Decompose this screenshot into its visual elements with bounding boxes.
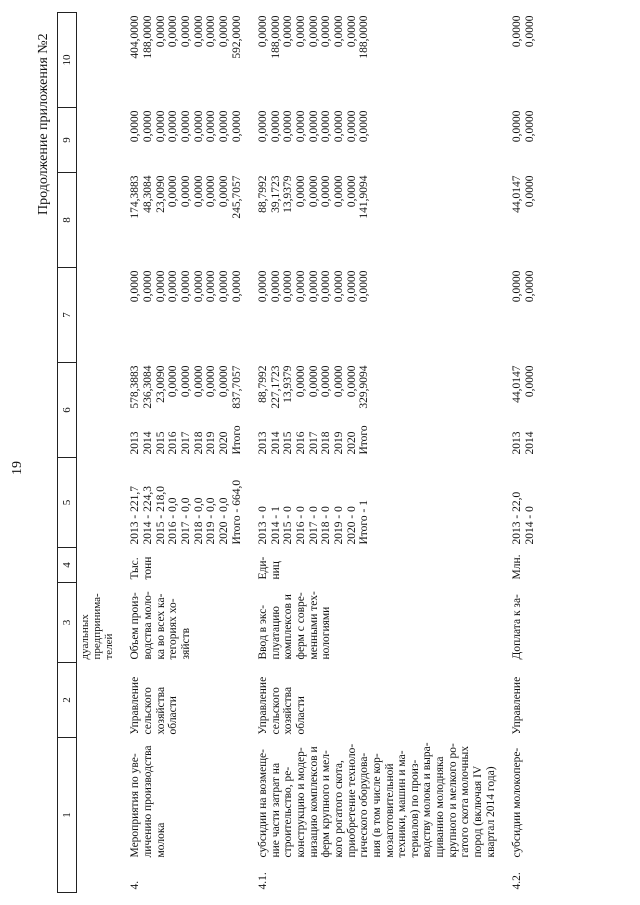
local-budget-line: 0,0000 (179, 110, 192, 143)
federal-budget-line: 0,0000 (154, 270, 167, 303)
measure-name-line: квартал 2014 года) (484, 766, 497, 858)
continuation-line: телей (103, 633, 116, 660)
extra-budget-line: 0,0000 (511, 15, 524, 48)
cell-federal-budget (245, 268, 499, 363)
total-funding (257, 366, 371, 409)
extra-budget-line: 188,0000 (142, 15, 155, 59)
measure-name-line: гатого скота молочных (459, 745, 472, 858)
executor-line: хозяйства (282, 686, 295, 735)
regional-budget-line: 39,1723 (269, 175, 282, 213)
indicator-line: зяйств (179, 627, 192, 660)
regional-budget-line: 0,0000 (295, 175, 308, 208)
executor-line: хозяйства (154, 686, 167, 735)
cell-measure (499, 738, 539, 893)
executor-line: области (167, 696, 180, 735)
cell-extra-budget (245, 13, 499, 108)
year-line: 2013 (511, 431, 524, 455)
extra-budget-line: 404,0000 (129, 15, 142, 59)
cell-target-values (245, 458, 499, 548)
column-header-7: 7 (58, 268, 77, 363)
measure-name-line: мозаготовительной (383, 763, 396, 858)
measure-name-line: ферм крупного и мел- (320, 750, 333, 858)
federal-budget-line: 0,0000 (282, 270, 295, 303)
appendix-note: Продолжение приложения №2 (36, 33, 51, 215)
extra-budget-line: 188,0000 (269, 15, 282, 59)
cell-indicator (499, 583, 539, 663)
local-budget-line: 0,0000 (205, 110, 218, 143)
cell-measure (245, 738, 499, 893)
extra-budget-line: 0,0000 (523, 15, 536, 48)
year-line: 2014 (269, 431, 282, 455)
table-row (117, 13, 245, 893)
target-values-line: 2018 - 0,0 (192, 497, 205, 545)
local-budget-line: 0,0000 (230, 110, 243, 143)
federal-budget-line: 0,0000 (269, 270, 282, 303)
target-values-line: Итого - 664,0 (230, 479, 243, 545)
indicator-line: менными тех- (307, 591, 320, 660)
cell-total-funding (499, 363, 539, 458)
column-header-2: 2 (58, 663, 77, 738)
measure-name-line: низацию комплексов и (307, 746, 320, 858)
federal-budget-line: 0,0000 (523, 270, 536, 303)
regional-budget-line: 0,0000 (307, 175, 320, 208)
total-funding (129, 366, 243, 409)
measure-name (511, 748, 524, 858)
measure-name-line: приобретение техноло- (345, 743, 358, 858)
column-header-5: 5 (58, 458, 77, 548)
column-header-1: 1 (58, 738, 77, 893)
target-values-line: 2016 - 0,0 (167, 497, 180, 545)
year-line: 2013 (257, 431, 270, 455)
total-funding (511, 366, 536, 403)
total-funding-line: 578,3883 (129, 365, 142, 409)
total-funding-line: 227,1723 (269, 365, 282, 409)
extra-budget-line: 0,0000 (205, 15, 218, 48)
regional-budget-line: 44,0147 (511, 175, 524, 213)
target-values-line: 2016 - 0 (295, 506, 308, 545)
indicator-line: Объем произ- (129, 592, 142, 660)
year-line: 2018 (192, 431, 205, 455)
cell-federal-budget (499, 268, 539, 363)
federal-budget-line: 0,0000 (257, 270, 270, 303)
total-funding-line: 0,0000 (295, 365, 308, 398)
local-budget-line: 0,0000 (320, 110, 333, 143)
cell-regional-budget (499, 173, 539, 268)
year-line: 2020 (345, 431, 358, 455)
year-line: 2017 (179, 431, 192, 455)
extra-budget-line: 592,0000 (230, 15, 243, 59)
page-number: 19 (10, 461, 25, 475)
measure-name-line: териалов) по произ- (408, 759, 421, 858)
federal-budget-line: 0,0000 (217, 270, 230, 303)
target-values-line: 2015 - 0 (282, 506, 295, 545)
cell-executor (245, 663, 499, 738)
measure-name-line: ние части затрат на (269, 762, 282, 858)
local-budget-line: 0,0000 (307, 110, 320, 143)
federal-budget-line: 0,0000 (129, 270, 142, 303)
measure-name-line: конструкцию и модер- (295, 747, 308, 858)
measure-name-line: субсидии на возмеще- (257, 749, 270, 858)
extra-budget-line: 0,0000 (154, 15, 167, 48)
column-header-9: 9 (58, 108, 77, 173)
column-header-row (58, 13, 77, 893)
regional-budget-line: 48,3084 (142, 175, 155, 213)
column-header-10: 10 (58, 13, 77, 108)
target-values-line: 2014 - 224,3 (142, 486, 155, 545)
year-line: 2017 (307, 431, 320, 455)
local-budget-line: 0,0000 (358, 110, 371, 143)
year-line: 2016 (295, 431, 308, 455)
cell-local-budget (245, 108, 499, 173)
cell-unit (245, 548, 499, 583)
local-budget-line: 0,0000 (142, 110, 155, 143)
regional-budget-line: 0,0000 (320, 175, 333, 208)
measure-name-line: водству молока и выра- (421, 742, 434, 858)
measure-name-line: техники, машин и ма- (396, 750, 409, 858)
continuation-row (77, 13, 118, 893)
unit-line: тонн (142, 556, 155, 580)
year-line: 2013 (129, 431, 142, 455)
extra-budget-line: 0,0000 (179, 15, 192, 48)
table-row (499, 13, 539, 893)
regional-budget-line: 0,0000 (345, 175, 358, 208)
year-line: 2016 (167, 431, 180, 455)
regional-budget-line: 0,0000 (523, 175, 536, 208)
measure-name-line: Мероприятия по уве- (129, 753, 142, 858)
program-table (57, 12, 539, 893)
local-budget-line: 0,0000 (511, 110, 524, 143)
extra-budget-line: 0,0000 (295, 15, 308, 48)
federal-budget-line: 0,0000 (345, 270, 358, 303)
cell-local-budget (117, 108, 245, 173)
unit-line: Еди- (257, 556, 270, 580)
regional-budget-line: 0,0000 (192, 175, 205, 208)
unit-line: Тыс. (129, 557, 142, 580)
measure-name-line: кого рогатого скота, (332, 760, 345, 858)
regional-budget-line: 0,0000 (167, 175, 180, 208)
total-funding-line: 0,0000 (307, 365, 320, 398)
cell-unit (117, 548, 245, 583)
indicator-line: ферм с совре- (295, 592, 308, 660)
federal-budget-line: 0,0000 (167, 270, 180, 303)
measure-name-line: пород (включая IV (472, 765, 485, 858)
indicator-line: плуатацию (269, 606, 282, 660)
federal-budget-line: 0,0000 (358, 270, 371, 303)
years (511, 432, 536, 455)
cell-local-budget (499, 108, 539, 173)
local-budget-line: 0,0000 (129, 110, 142, 143)
total-funding-line: 23,0090 (154, 365, 167, 403)
target-values-line: 2020 - 0,0 (217, 497, 230, 545)
year-line: 2014 (523, 431, 536, 455)
total-funding-line: 0,0000 (167, 365, 180, 398)
regional-budget-line: 88,7992 (257, 175, 270, 213)
federal-budget-line: 0,0000 (511, 270, 524, 303)
unit-line: ниц (269, 561, 282, 580)
cell-measure (117, 738, 245, 893)
indicator-line: Доплата к за- (511, 594, 524, 660)
regional-budget-line: 0,0000 (217, 175, 230, 208)
measure-name (257, 742, 497, 857)
target-values-line: 2019 - 0 (332, 506, 345, 545)
row-number: 4.1. (257, 872, 270, 890)
measure-name-line: строительство, ре- (282, 766, 295, 858)
total-funding-line: 329,9094 (358, 365, 371, 409)
regional-budget-line: 141,9094 (358, 175, 371, 219)
row-number: 4.2. (511, 872, 524, 890)
indicator-line: Ввод в экс- (257, 604, 270, 660)
measure-name-line: ния (в том числе кор- (370, 753, 383, 858)
target-values-line: 2013 - 22,0 (511, 491, 524, 545)
row-number: 4. (129, 880, 142, 890)
federal-budget-line: 0,0000 (307, 270, 320, 303)
local-budget-line: 0,0000 (154, 110, 167, 143)
cell-extra-budget (499, 13, 539, 108)
continuation-line: дуальных (79, 614, 92, 660)
executor-line: области (295, 696, 308, 735)
cell-regional-budget (245, 173, 499, 268)
regional-budget-line: 0,0000 (332, 175, 345, 208)
column-header-8: 8 (58, 173, 77, 268)
total-funding-line: 13,9379 (282, 365, 295, 403)
target-values-line: 2013 - 221,7 (129, 486, 142, 545)
extra-budget-line: 0,0000 (307, 15, 320, 48)
year-line: 2018 (320, 431, 333, 455)
indicator-line: комплексов и (282, 594, 295, 660)
executor-line: сельского (269, 687, 282, 735)
target-values-line: 2019 - 0,0 (205, 497, 218, 545)
total-funding-line: 0,0000 (179, 365, 192, 398)
target-values-line: Итого - 1 (358, 500, 371, 545)
total-funding-line: 0,0000 (345, 365, 358, 398)
total-funding-line: 0,0000 (523, 365, 536, 398)
regional-budget-line: 23,0090 (154, 175, 167, 213)
measure-name-line: щиванию молодняка (434, 756, 447, 858)
regional-budget-line: 0,0000 (179, 175, 192, 208)
executor-line: сельского (142, 687, 155, 735)
cell-indicator (245, 583, 499, 663)
total-funding-line: 0,0000 (332, 365, 345, 398)
total-funding-line: 0,0000 (217, 365, 230, 398)
year-line: 2014 (142, 431, 155, 455)
column-header-4: 4 (58, 548, 77, 583)
total-funding-line: 0,0000 (320, 365, 333, 398)
years (257, 425, 371, 454)
local-budget-line: 0,0000 (282, 110, 295, 143)
total-funding-line: 236,3084 (142, 365, 155, 409)
cell-executor (117, 663, 245, 738)
total-funding-line: 0,0000 (205, 365, 218, 398)
local-budget-line: 0,0000 (269, 110, 282, 143)
cell-target-values (117, 458, 245, 548)
measure-name-line: молока (154, 822, 167, 858)
measure-name-line: гического оборудова- (358, 752, 371, 858)
federal-budget-line: 0,0000 (230, 270, 243, 303)
local-budget-line: 0,0000 (345, 110, 358, 143)
extra-budget-line: 0,0000 (282, 15, 295, 48)
measure-name-line: субсидии молокопере- (511, 747, 524, 858)
local-budget-line: 0,0000 (192, 110, 205, 143)
indicator-line: водства моло- (142, 591, 155, 660)
cell-total-funding (117, 363, 245, 458)
regional-budget-line: 13,9379 (282, 175, 295, 213)
total-funding-line: 0,0000 (192, 365, 205, 398)
local-budget-line: 0,0000 (332, 110, 345, 143)
target-values-line: 2014 - 1 (269, 506, 282, 545)
continuation-text (77, 583, 118, 663)
extra-budget-line: 0,0000 (332, 15, 345, 48)
extra-budget-line: 0,0000 (192, 15, 205, 48)
year-line: 2020 (217, 431, 230, 455)
indicator-line: тегориях хо- (167, 598, 180, 660)
executor-line: Управление (511, 676, 524, 735)
year-line: 2015 (282, 431, 295, 455)
year-line: 2019 (205, 431, 218, 455)
cell-regional-budget (117, 173, 245, 268)
local-budget-line: 0,0000 (295, 110, 308, 143)
measure-name-line: крупного и мелкого ро- (446, 743, 459, 858)
year-line: Итого (230, 425, 243, 455)
total-funding-line: 88,7992 (257, 365, 270, 403)
target-values-line: 2017 - 0,0 (179, 497, 192, 545)
extra-budget-line: 0,0000 (257, 15, 270, 48)
federal-budget-line: 0,0000 (205, 270, 218, 303)
table-row (245, 13, 499, 893)
cell-unit (499, 548, 539, 583)
extra-budget-line: 0,0000 (217, 15, 230, 48)
target-values-line: 2014 - 0 (523, 506, 536, 545)
extra-budget-line: 188,0000 (358, 15, 371, 59)
year-line: 2015 (154, 431, 167, 455)
local-budget-line: 0,0000 (217, 110, 230, 143)
target-values-line: 2018 - 0 (320, 506, 333, 545)
regional-budget-line: 174,3883 (129, 175, 142, 219)
cell-target-values (499, 458, 539, 548)
cell-federal-budget (117, 268, 245, 363)
regional-budget-line: 245,7057 (230, 175, 243, 219)
cell-total-funding (245, 363, 499, 458)
target-values-line: 2015 - 218,0 (154, 486, 167, 545)
extra-budget-line: 0,0000 (167, 15, 180, 48)
target-values-line: 2017 - 0 (307, 506, 320, 545)
unit-line: Млн. (511, 554, 524, 580)
continuation-line: предпринима- (91, 593, 104, 660)
target-values-line: 2013 - 0 (257, 506, 270, 545)
federal-budget-line: 0,0000 (332, 270, 345, 303)
federal-budget-line: 0,0000 (179, 270, 192, 303)
local-budget-line: 0,0000 (257, 110, 270, 143)
federal-budget-line: 0,0000 (320, 270, 333, 303)
extra-budget-line: 0,0000 (320, 15, 333, 48)
year-line: Итого (358, 425, 371, 455)
total-funding-line: 44,0147 (511, 365, 524, 403)
local-budget-line: 0,0000 (523, 110, 536, 143)
target-values-line: 2020 - 0 (345, 506, 358, 545)
extra-budget-line: 0,0000 (345, 15, 358, 48)
measure-name-line: личению производства (142, 745, 155, 858)
regional-budget-line: 0,0000 (205, 175, 218, 208)
year-line: 2019 (332, 431, 345, 455)
federal-budget-line: 0,0000 (295, 270, 308, 303)
indicator-line: нологиями (320, 606, 333, 660)
local-budget-line: 0,0000 (167, 110, 180, 143)
cell-extra-budget (117, 13, 245, 108)
cell-executor (499, 663, 539, 738)
years (129, 425, 243, 454)
executor-line: Управление (129, 676, 142, 735)
executor-line: Управление (257, 676, 270, 735)
indicator-line: ка во всех ка- (154, 593, 167, 660)
cell-indicator (117, 583, 245, 663)
column-header-6: 6 (58, 363, 77, 458)
federal-budget-line: 0,0000 (192, 270, 205, 303)
column-header-3: 3 (58, 583, 77, 663)
measure-name (129, 745, 167, 857)
total-funding-line: 837,7057 (230, 365, 243, 409)
federal-budget-line: 0,0000 (142, 270, 155, 303)
